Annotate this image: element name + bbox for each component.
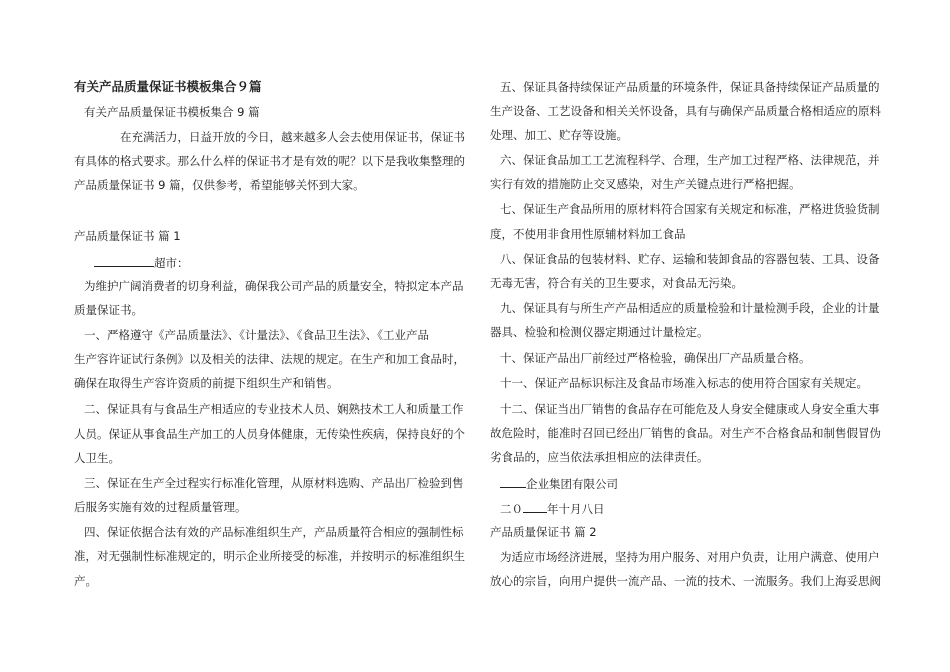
date-prefix: 二０ xyxy=(500,502,523,516)
body-line: 度，不使用非食用性原辅材料加工食品 xyxy=(490,227,686,241)
blank-underline xyxy=(523,500,547,513)
signature-company: 企业集团有限公司 xyxy=(526,477,618,491)
body-line: 五、保证具备持续保证产品质量的环境条件，保证具备持续保证产品质量的 xyxy=(500,80,880,94)
body-line: 十二、保证当出厂销售的食品存在可能危及人身安全健康或人身安全重大事 xyxy=(500,402,880,416)
body-line: 十、保证产品出厂前经过严格检验，确保出厂产品质量合格。 xyxy=(500,351,811,365)
addressee-line xyxy=(94,254,189,270)
intro-line-1: 在充满活力，日益开放的今日，越来越多人会去使用保证书，保证书 xyxy=(120,130,465,144)
document-title: 有关产品质量保证书模板集合９篇 xyxy=(74,79,262,94)
body-line: 十一、保证产品标识标注及食品市场准入标志的使用符合国家有关规定。 xyxy=(500,376,868,390)
body-line: 为适应市场经济进展，坚持为用户服务、对用户负责，让用户满意、使用户 xyxy=(500,550,880,564)
body-line: 质量保证书。 xyxy=(74,303,143,317)
body-line: 九、保证具有与所生产产品相适应的质量检验和计量检测手段，企业的计量 xyxy=(500,301,880,315)
body-line: 人员。保证从事食品生产加工的人员身体健康，无传染性疾病，保持良好的个 xyxy=(74,427,465,441)
body-line: 七、保证生产食品所用的原材料符合国家有关规定和标准，严格进货验货制 xyxy=(500,202,880,216)
body-line: 处理、加工、贮存等设施。 xyxy=(490,128,628,142)
body-line: 为维护广阔消费者的切身利益，确保我公司产品的质量安全，特拟定本产品 xyxy=(84,279,464,293)
body-line: 器具、检验和检测仪器定期通过计量检定。 xyxy=(490,325,709,339)
date-suffix: 年十月八日 xyxy=(547,502,605,516)
body-line: 一、严格遵守《产品质量法》、《计量法》、《食品卫生法》、《工业产品 xyxy=(84,328,429,342)
body-line: 后服务实施有效的过程质量管理。 xyxy=(74,500,247,514)
body-line: 产。 xyxy=(74,574,97,588)
body-line: 人卫生。 xyxy=(74,451,120,465)
body-line: 确保在取得生产容许资质的前提下组织生产和销售。 xyxy=(74,376,339,390)
body-line: 生产设备、工艺设备和相关关怀设备，具有与确保产品质量合格相适应的原料 xyxy=(490,104,881,118)
body-line: 二、保证具有与食品生产相适应的专业技术人员、娴熟技术工人和质量工作 xyxy=(84,402,464,416)
blank-underline xyxy=(94,254,154,267)
body-line: 实行有效的措施防止交叉感染，对生产关键点进行严格把握。 xyxy=(490,177,801,191)
section-1-heading: 产品质量保证书 篇 1 xyxy=(74,229,181,243)
body-line: 放心的宗旨，向用户提供一流产品、一流的技术、一流服务。我们上海妥思阀 xyxy=(490,574,881,588)
body-line: 劣食品的，应当依法承担相应的法律责任。 xyxy=(490,450,709,464)
date-line xyxy=(500,500,605,516)
document-subtitle: 有关产品质量保证书模板集合 9 篇 xyxy=(84,105,260,119)
body-line: 三、保证在生产全过程实行标准化管理，从原材料选购、产品出厂检验到售 xyxy=(84,476,464,490)
intro-line-3: 产品质量保证书 9 篇，仅供参考，希望能够关怀到大家。 xyxy=(74,178,365,192)
section-2-heading: 产品质量保证书 篇 2 xyxy=(490,525,597,539)
body-line: 八、保证食品的包装材料、贮存、运输和装卸食品的容器包装、工具、设备 xyxy=(500,252,880,266)
body-line: 准，对无强制性标准规定的，明示企业所接受的标准，并按明示的标准组织生 xyxy=(74,549,465,563)
body-line: 四、保证依据合法有效的产品标准组织生产，产品质量符合相应的强制性标 xyxy=(84,525,464,539)
body-line: 故危险时，能准时召回已经出厂销售的食品。对生产不合格食品和制售假冒伪 xyxy=(490,426,881,440)
body-line: 六、保证食品加工工艺流程科学、合理，生产加工过程严格、法律规范，并 xyxy=(500,153,880,167)
blank-underline xyxy=(500,475,526,488)
body-line: 无毒无害，符合有关的卫生要求，对食品无污染。 xyxy=(490,276,743,290)
intro-line-2: 有具体的格式要求。那么什么样的保证书才是有效的呢？以下是我收集整理的 xyxy=(74,154,465,168)
body-line: 生产容许证试行条例》以及相关的法律、法规的规定。在生产和加工食品时， xyxy=(74,352,465,366)
signature-line xyxy=(500,475,618,491)
addressee-suffix: 超市： xyxy=(154,256,189,270)
